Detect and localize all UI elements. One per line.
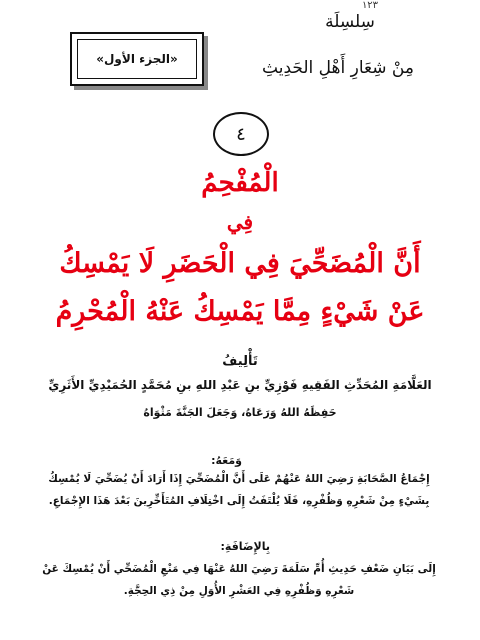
section2-label: بِالإِضَافَةِ:	[220, 540, 270, 553]
book-title-line1: الْمُفْحِمُ	[201, 168, 279, 198]
part-label-box	[70, 32, 204, 86]
series-top-mark: ١٢٣	[361, 0, 379, 11]
series-number-circle	[213, 112, 269, 156]
book-title-line2: فِي	[226, 210, 254, 234]
book-title-line3: أَنَّ الْمُضَحِّيَ فِي الْحَضَرِ لَا يَمْسِكُ	[59, 248, 421, 279]
book-title-line4: عَنْ شَيْءٍ مِمَّا يَمْسِكُ عَنْهُ الْمُحْرِمُ	[55, 296, 425, 327]
series-number: ٤	[236, 123, 246, 145]
section2-text	[24, 558, 454, 602]
section1-text	[24, 468, 454, 512]
section1-label: وَمَعَهُ:	[211, 454, 242, 467]
section2-line1: إِلَى بَيَانِ ضَعْفِ حَدِيثِ أُمِّ سَلَمَةَ رَضِيَ اللهُ عَنْهَا فِي مَنْعِ الْمُضَحِّي أَنْ يُمْسِكَ عَنْ	[42, 563, 436, 575]
section2-line2: شَعْرِهِ وَظُفْرِهِ فِي العَشْرِ الأُوَلِ مِنْ ذِي الحِجَّةِ.	[123, 585, 355, 597]
part-label: «الجزء الأول»	[77, 39, 197, 79]
author-name: العَلَّامَةِ المُحَدِّثِ الفَقِيهِ فَوْزِيِّ بنِ عَبْدِ اللهِ بنِ مُحَمَّدٍ الحُمَيْدِيِّ الأَثَرِيِّ	[48, 378, 432, 392]
section1-line1: إِجْمَاعُ الصَّحَابَةِ رَضِيَ اللهُ عَنْهُمْ عَلَى أَنَّ الْمُضَحِّيَ إِذَا أَرَادَ أَنْ يُضَحِّيَ لَا يُمْسِكُ	[48, 473, 430, 485]
series-subtitle: مِنْ شِعَارِ أَهْلِ الحَدِيثِ	[262, 58, 414, 78]
author-prayer: حَفِظَهُ اللهُ وَرَعَاهُ، وَجَعَلَ الجَنَّةَ مَثْوَاهُ	[143, 406, 337, 419]
series-name: سِلسِلَة	[325, 12, 375, 32]
section1-line2: بِشَيْءٍ مِنْ شَعْرِهِ وَظُفْرِهِ، فَلَا يُلْتَفَتُ إِلَى اخْتِلَافِ المُتَأَخِّرِينَ بَعْدَ هَذَا الإِجْمَاعِ.	[48, 495, 430, 507]
author-label: تَأْلِيفُ	[222, 354, 258, 369]
